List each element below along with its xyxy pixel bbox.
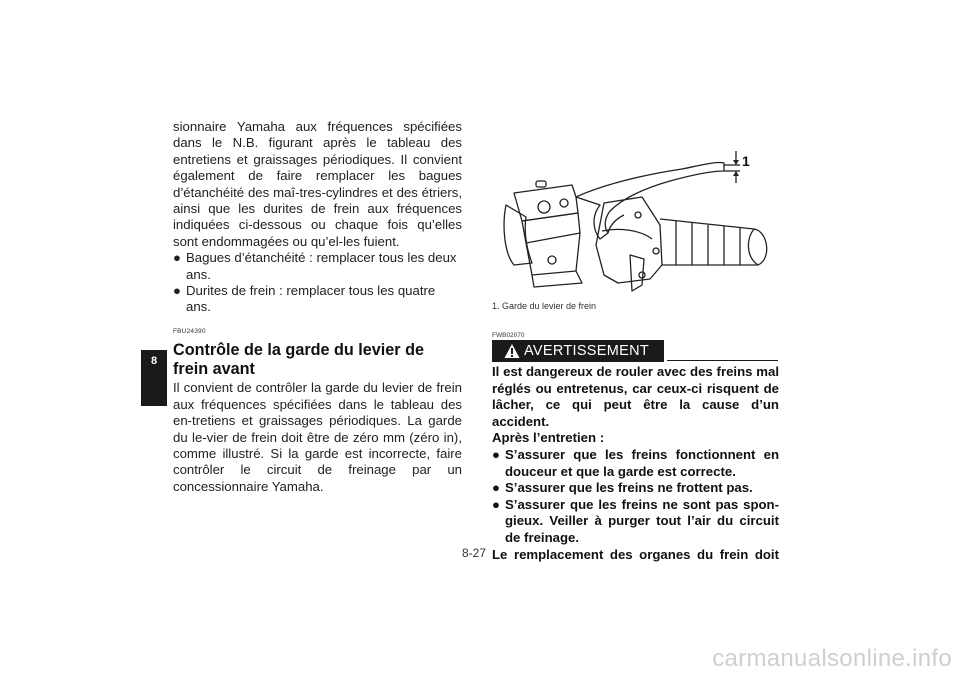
bullet-text: Durites de frein : remplacer tous les quatre ans. xyxy=(186,283,436,315)
list-item xyxy=(492,480,779,497)
bullet-icon: ● xyxy=(173,283,181,299)
bullet-text: S’assurer que les freins fonctionnent en douceur et que la garde est correcte. xyxy=(505,446,779,479)
section-heading: Contrôle de la garde du levier de frein avant xyxy=(173,341,424,379)
warning-body xyxy=(492,364,779,563)
brake-lever-drawing xyxy=(492,135,779,300)
figure-caption: 1. Garde du levier de frein xyxy=(492,301,597,311)
warning-triangle-icon xyxy=(504,343,520,359)
page-number: 8-27 xyxy=(462,546,487,560)
bullet-text: Bagues d’étanchéité : remplacer tous les deux ans. xyxy=(186,250,457,282)
bullet-icon: ● xyxy=(492,480,500,496)
callout-number: 1 xyxy=(742,153,750,169)
list-item xyxy=(492,447,779,480)
section-code: FBU24390 xyxy=(173,327,206,335)
warning-intro: Il est dangereux de rouler avec des freins mal réglés ou entretenus, car ceux-ci risquent de lâcher, ce qui peut être la cause d’un accident. xyxy=(492,364,779,429)
brake-lever-illustration xyxy=(492,135,779,300)
watermark: carmanualsonline.info xyxy=(712,645,952,672)
bullet-text: S’assurer que les freins ne sont pas spon-gieux. Veiller à purger tout l’air du circuit de freinage. xyxy=(505,496,779,545)
section-paragraph: Il convient de contrôler la garde du levier de frein aux fréquences spécifiées dans le tableau des en-tretiens et graissages périodiques. La garde du le-vier de frein doit être de zéro mm (zéro in), comme illustré. Si la garde est incorrecte, faire contrôler le circuit de freinage par un concessionnaire Yamaha. xyxy=(173,380,462,494)
warning-label-box xyxy=(492,340,664,362)
list-item xyxy=(173,250,462,283)
intro-paragraph: sionnaire Yamaha aux fréquences spécifiées dans le N.B. figurant après le tableau des entretiens et graissages périodiques. Il convient également de faire remplacer les bagues d’étanchéité des maî-tres-cylindres et des étriers, ainsi que les durites de frein aux fréquences indiquées ci-dessous ou chaque fois qu’elles sont endommagées ou qu’el-les fuient. xyxy=(173,119,462,249)
warning-rule xyxy=(667,360,778,361)
bullet-icon: ● xyxy=(173,250,181,266)
bullet-icon: ● xyxy=(492,446,500,462)
warning-after-label: Après l’entretien : xyxy=(492,430,605,446)
bullet-icon: ● xyxy=(492,496,500,512)
list-item xyxy=(492,497,779,547)
chapter-tab xyxy=(141,350,167,406)
left-column xyxy=(173,119,462,495)
bullet-text: S’assurer que les freins ne frottent pas. xyxy=(505,480,753,496)
warning-trailing: Le remplacement des organes du frein doit xyxy=(492,546,779,562)
warning-code: FWB02070 xyxy=(492,332,525,339)
warning-label: AVERTISSEMENT xyxy=(524,343,650,359)
chapter-number: 8 xyxy=(150,355,158,367)
list-item xyxy=(173,283,462,316)
